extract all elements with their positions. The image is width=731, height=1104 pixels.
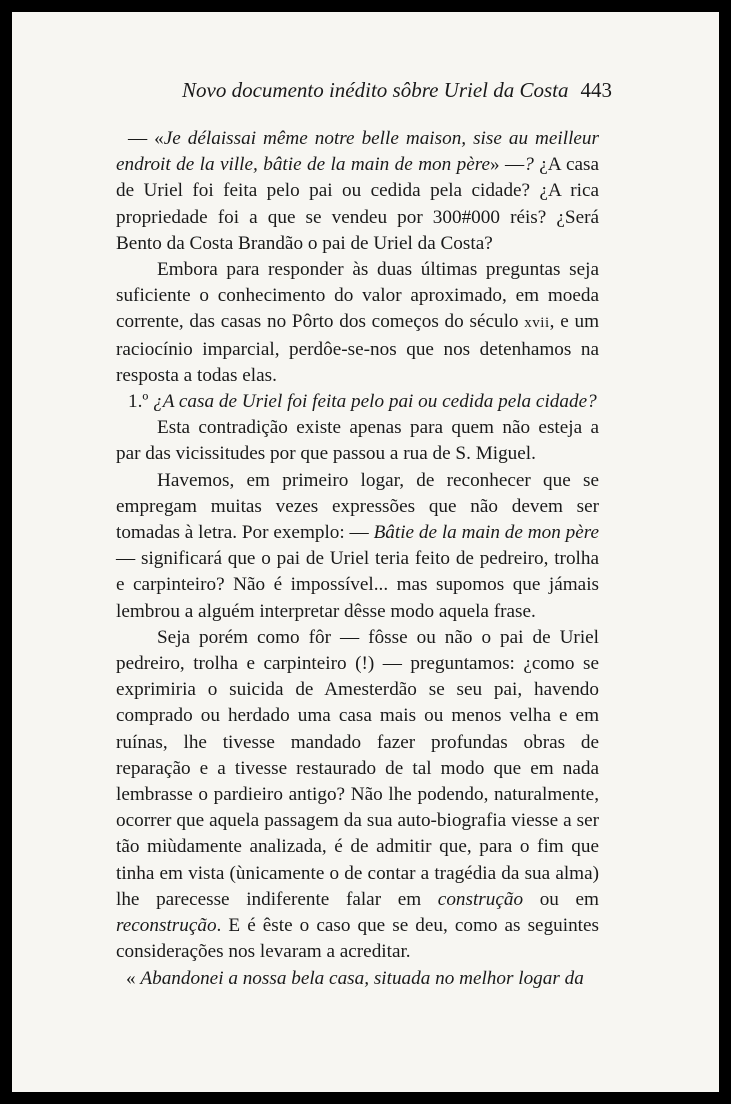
document-page bbox=[12, 12, 719, 1092]
p6-word-construcao: construção bbox=[437, 888, 524, 910]
p7-quote: Abandonei a nossa bela casa, situada no melhor logar da bbox=[140, 967, 584, 989]
running-title: Novo documento inédito sôbre Uriel da Costa bbox=[182, 78, 569, 102]
p3-question: ¿A casa de Uriel foi feita pelo pai ou cedida pela cidade? bbox=[153, 391, 597, 413]
p1-close: » — bbox=[490, 154, 525, 176]
p6-a: Seja porém como fôr — fôsse ou não o pai de Uriel pedreiro, trolha e carpinteiro (!) — preguntamos: ¿como se exprimiria o suicida de Amesterdão se seu pai, havendo comprado ou herdado uma casa mais ou menos velha e em ruínas, lhe tivesse mandado fazer profundas obras de reparação e a tivesse restaurado de tal modo que em nada lembrasse o pardieiro antigo? Não lhe podendo, naturalmente, ocorrer que aquela passagem da sua auto-biografia viesse a ser tão miùdamente analizada, é de admitir que, para o fim que tinha em vista (ùnicamente o de contar a tragédia da sua alma) lhe parecesse indiferente falar em bbox=[116, 626, 599, 910]
p3-number: 1.º bbox=[128, 391, 154, 413]
p1-dash: — « bbox=[128, 128, 164, 149]
running-header bbox=[182, 76, 612, 104]
p5-quote: Bâtie de la main de mon père bbox=[373, 522, 599, 544]
paragraph-7 bbox=[116, 966, 599, 992]
paragraph-6 bbox=[116, 625, 599, 966]
p2-century: xvii bbox=[524, 315, 550, 332]
p1-french-quote: Je délaissai même notre belle maison, sise au meilleur endroit de la ville, bâtie de la main de mon père bbox=[116, 128, 599, 176]
paragraph-5 bbox=[116, 468, 599, 625]
p1-rest: ¿A casa de Uriel foi feita pelo pai ou cedida pela cidade? ¿A rica propriedade foi a que se vendeu por 300#000 réis? ¿Será Bento da Costa Brandão o pai de Uriel da Costa? bbox=[116, 154, 599, 254]
p7-open: « bbox=[126, 967, 141, 989]
paragraph-2 bbox=[116, 257, 599, 389]
body-text bbox=[116, 126, 599, 992]
p6-b: . E é êste o caso que se deu, como as seguintes considerações nos levaram a acreditar. bbox=[116, 915, 599, 963]
p5-a: Havemos, em primeiro logar, de reconhecer que se empregam muitas vezes expressões que não devem ser tomadas à letra. Por exemplo: — bbox=[116, 469, 599, 544]
paragraph-3 bbox=[116, 389, 599, 415]
p1-qmark: ? bbox=[524, 154, 534, 176]
page-number: 443 bbox=[580, 78, 612, 102]
p2-a: Embora para responder às duas últimas preguntas seja suficiente o conhecimento do valor aproximado, em moeda corrente, das casas no Pôrto dos começos do século bbox=[116, 259, 599, 333]
p2-b: , e um raciocínio imparcial, perdôe-se-nos que nos detenhamos na resposta a todas elas. bbox=[116, 311, 599, 386]
p4-text: Esta contradição existe apenas para quem não esteja a par das vicissitudes por que passou a rua de S. Miguel. bbox=[116, 417, 599, 465]
p6-word-reconstrucao: reconstrução bbox=[116, 915, 217, 937]
p6-mid: ou em bbox=[523, 888, 599, 910]
paragraph-4 bbox=[116, 415, 599, 467]
p5-b: — significará que o pai de Uriel teria feito de pedreiro, trolha e carpinteiro? Não é impossível... mas supomos que jámais lembrou a alguém interpretar dêsse modo aquela frase. bbox=[116, 548, 599, 622]
paragraph-1 bbox=[116, 126, 599, 257]
